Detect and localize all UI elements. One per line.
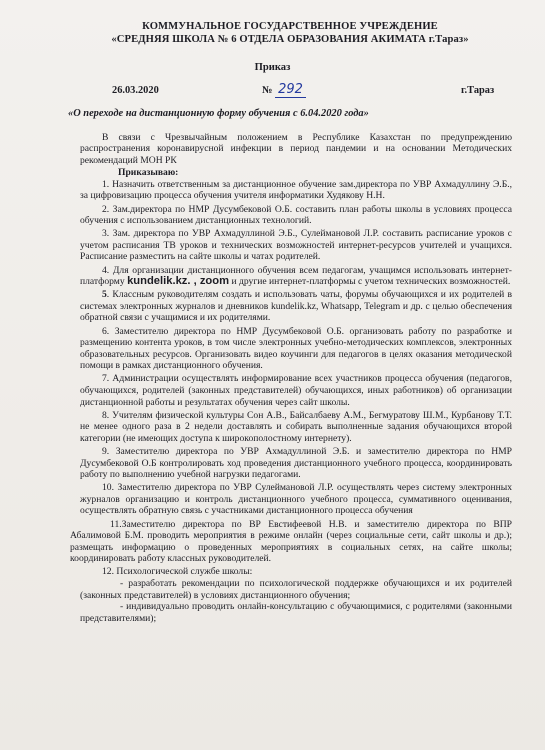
org-line-1: КОММУНАЛЬНОЕ ГОСУДАРСТВЕННОЕ УЧРЕЖДЕНИЕ: [142, 21, 438, 32]
item-4-text-a: 4. Для организации дистанционного обучения всем педагогам, учащимся использовать интернет-платформу: [80, 264, 512, 288]
item-6: 6. Заместителю директора по НМР Дусумбековой О.Б. организовать работу по разработке и размещению контента уроков, в том числе электронных учебно-методических комплексов, электронных образовательных ресурсов. Организовать видео коучинги для педагогов в целях оказания методической помощи в рамках дистанционного обучения.: [80, 325, 512, 372]
item-5-number: 5: [102, 289, 107, 301]
item-4-text-b: и другие интернет-платформы с учетом технических возможностей.: [231, 276, 511, 288]
order-number: [262, 82, 306, 97]
item-12-a: - разработать рекомендации по психологической поддержке обучающихся и их родителей (законных представителей) в условиях дистанционного обучения;: [80, 577, 512, 601]
item-2: 2. Зам.директора по НМР Дусумбековой О.Б. составить план работы школы в условиях процесса обучения с использованием дистанционных технологий.: [80, 203, 512, 227]
item-4-platforms: kundelik.kz. , zoom: [127, 275, 230, 288]
number-sign: №: [262, 85, 273, 96]
organization-header: [60, 20, 520, 46]
item-7: 7. Администрации осуществлять информирование всех участников процесса обучения (педагогов, обучающихся, родителей (законных представителей) обучающихся, иных работников) об организации дистанционной работы и результатах обучения через сайт школы.: [80, 373, 512, 408]
order-date: 26.03.2020: [112, 85, 159, 96]
order-city: г.Тараз: [461, 85, 495, 96]
item-4: [80, 265, 512, 288]
order-body: [70, 130, 512, 624]
item-11: 11.Заместителю директора по ВР Евстифеевой Н.В. и заместителю директора по ВПР Абалимовой Б.М. проводить мероприятия в режиме онлайн (через социальные сети, сайт школы и др.); размещать информацию о проведенных мероприятиях в социальных сетях, на сайте школы; координировать работу классных руководителей.: [70, 518, 512, 565]
order-title: «О переходе на дистанционную форму обучения с 6.04.2020 года»: [68, 108, 369, 119]
item-10: 10. Заместителю директора по УВР Сулеймановой Л.Р. осуществлять через систему электронных журналов организацию и контроль дистанционного учебного процесса, суммативного оценивания, осуществлять обратную связь с участниками дистанционного процесса обучения: [80, 482, 512, 517]
handwritten-number: 292: [275, 82, 306, 98]
item-12: 12. Психологической службе школы:: [102, 566, 253, 578]
prikazyvayu-heading: Приказываю:: [118, 167, 179, 179]
item-5: [80, 289, 512, 324]
item-5-text: . Классным руководителям создать и использовать чаты, форумы обучающихся и их родителей в системах электронных журналов и дневников kundelik.kz, Whatsapp, Telegram и др. с целью обеспечения обратной связи с учащимися и их родителями.: [80, 289, 512, 324]
item-8: 8. Учителям физической культуры Сон А.В., Байсалбаеву А.М., Бегмуратову Ш.М., Курбанову Т.Т. не менее одного раза в 2 недели доставлять и собирать выполненные задания обучающихся второй категории (не имеющих доступа к широкополостному интернету).: [80, 409, 512, 444]
document-type: Приказ: [254, 62, 291, 73]
item-1: 1. Назначить ответственным за дистанционное обучение зам.директора по УВР Ахмадуллину Э.Б., за цифровизацию процесса обучения учителя информатики Худякову Н.Н.: [80, 178, 512, 202]
item-9: 9. Заместителю директора по УВР Ахмадуллиной Э.Б. и заместителю директора по НМР Дусумбековой О.Б контролировать ход проведения дистанционного учебного процесса, координировать работу по выполнению учебной нагрузки педагогами.: [80, 445, 512, 481]
org-line-2: «СРЕДНЯЯ ШКОЛА № 6 ОТДЕЛА ОБРАЗОВАНИЯ АКИМАТА г.Тараз»: [111, 34, 469, 45]
intro-paragraph: В связи с Чрезвычайным положением в Республике Казахстан по предупреждению распространения коронавирусной инфекции в период пандемии и на основании Методических рекомендаций МОН РК: [80, 131, 512, 166]
item-3: 3. Зам. директора по УВР Ахмадуллиной Э.Б., Сулеймановой Л.Р. составить расписание уроков с учетом расписания ТВ уроков и технических возможностей интернет-ресурсов учителей и учащихся. Расписание разместить на сайте школы и чатах родителей.: [80, 228, 512, 263]
item-12-b: - индивидуально проводить онлайн-консультацию с обучающимися, с родителями (законными представителями);: [80, 601, 512, 624]
